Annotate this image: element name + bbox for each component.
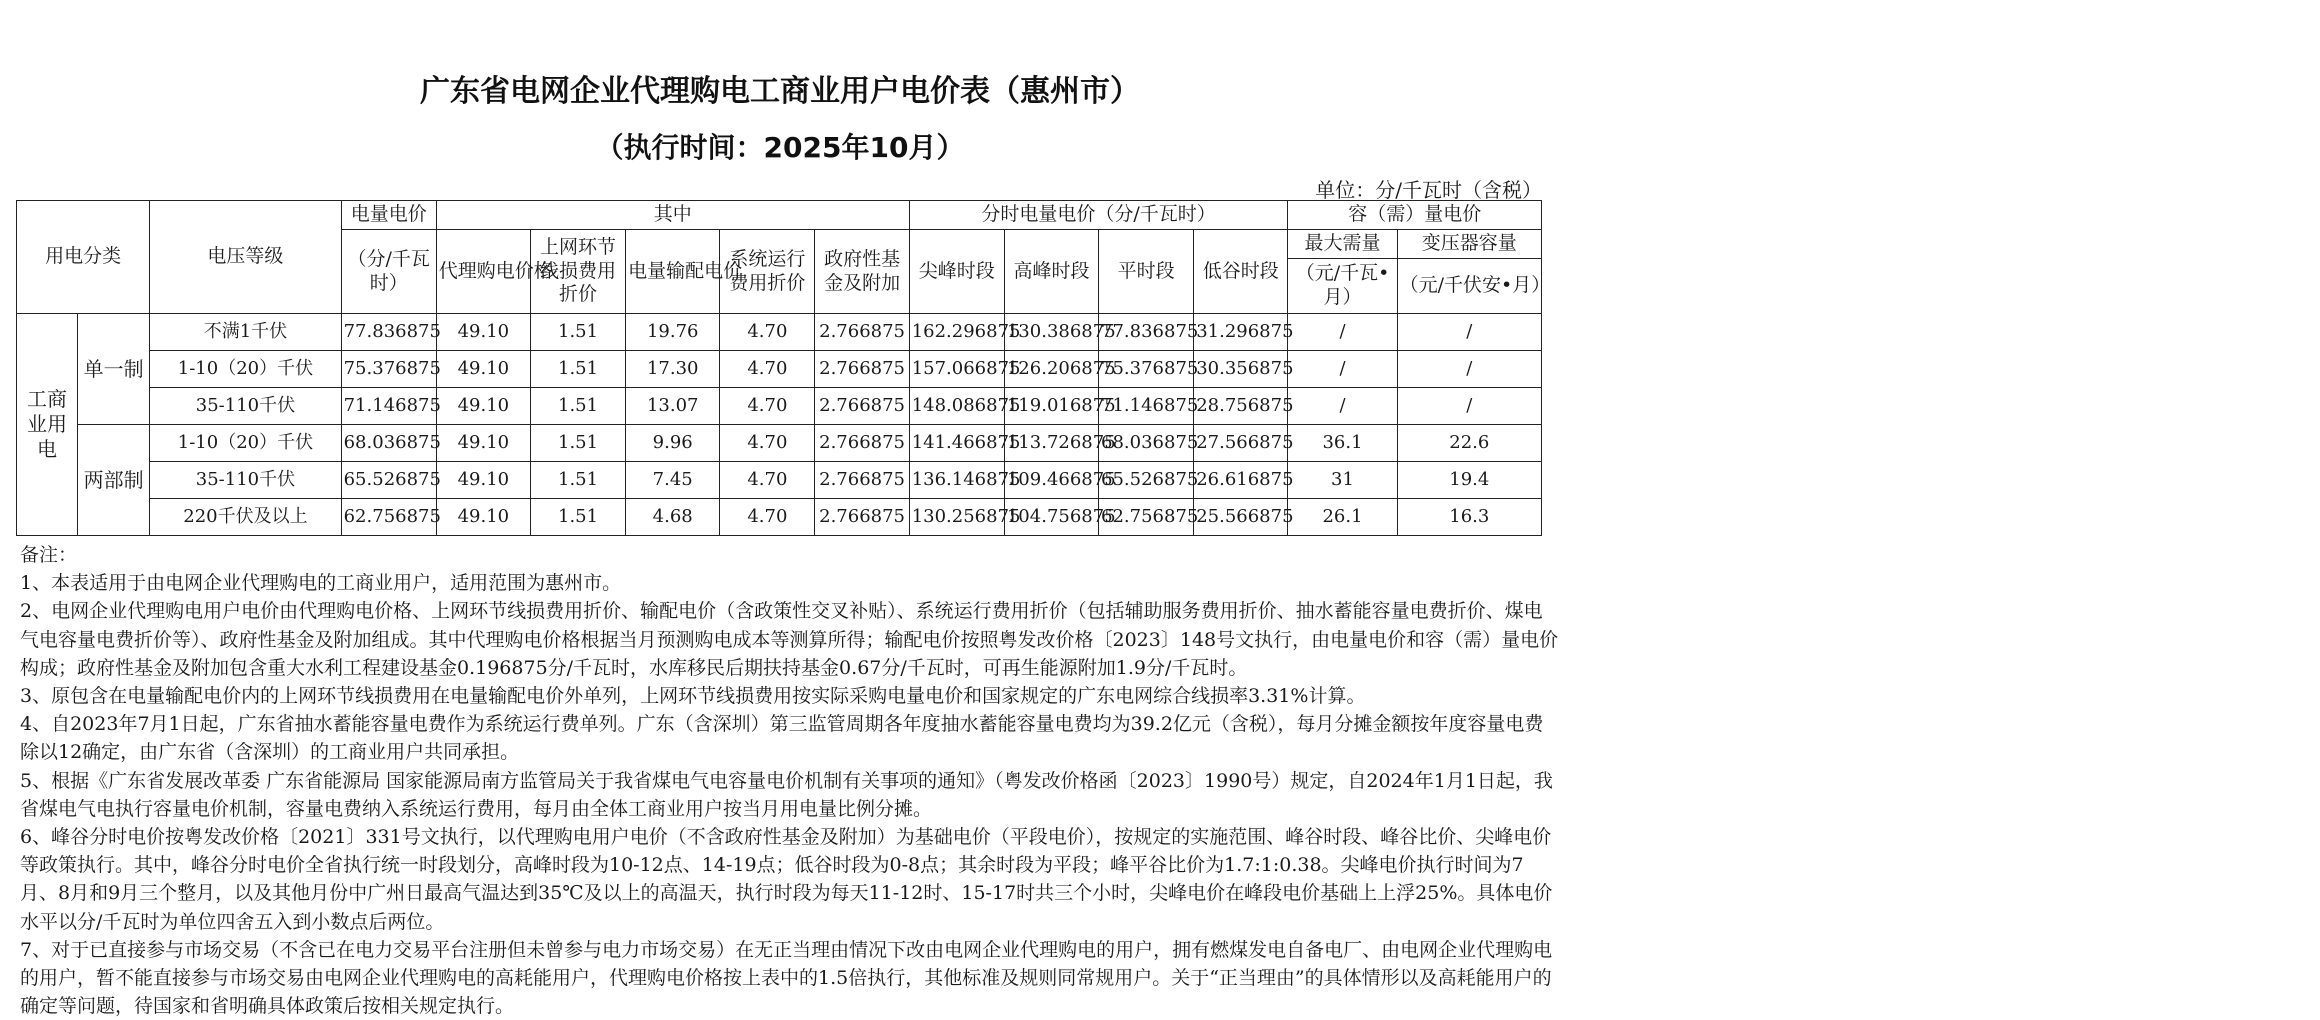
cell-valley: 25.566875: [1194, 499, 1288, 536]
header-max-demand-unit: （元/千瓦•月）: [1288, 259, 1397, 314]
cell-system: 4.70: [720, 351, 815, 388]
cell-voltage: 1-10（20）千伏: [150, 425, 341, 462]
unit-note: 单位：分/千瓦时（含税）: [1315, 178, 1542, 202]
cell-transmission: 4.68: [626, 499, 720, 536]
cell-sharp: 136.146875: [909, 462, 1004, 499]
cell-demand: /: [1288, 351, 1397, 388]
cell-energy: 75.376875: [341, 351, 436, 388]
cell-loss: 1.51: [530, 388, 625, 425]
cell-transformer: /: [1397, 388, 1541, 425]
note-item: 3、原包含在电量输配电价内的上网环节线损费用在电量输配电价外单列，上网环节线损费用按实际采购电量电价和国家规定的广东电网综合线损率3.31%计算。: [20, 685, 1366, 708]
cell-loss: 1.51: [530, 462, 625, 499]
cell-energy: 62.756875: [341, 499, 436, 536]
cell-peak: 126.206875: [1004, 351, 1098, 388]
cell-loss: 1.51: [530, 314, 625, 351]
group-single: 单一制: [78, 314, 150, 425]
table-row: [17, 351, 1542, 388]
cell-peak: 119.016875: [1004, 388, 1098, 425]
note-item: 6、峰谷分时电价按粤发改价格〔2021〕331号文执行，以代理购电用户电价（不含政府性基金及附加）为基础电价（平段电价），按规定的实施范围、峰谷时段、峰谷比价、尖峰电价等政策执行。其中，峰谷分时电价全省执行统一时段划分，高峰时段为10-12点、14-19点；低谷时段为0-8点；其余时段为平段；峰平谷比价为1.7:1:0.38。尖峰电价执行时间为7月、8月和9月三个整月，以及其他月份中广州日最高气温达到35℃及以上的高温天，执行时段为每天11-12时、15-17时共三个小时，尖峰电价在峰段电价基础上上浮25%。具体电价水平以分/千瓦时为单位四舍五入到小数点后两位。: [20, 826, 1553, 933]
cell-energy: 68.036875: [341, 425, 436, 462]
cell-agency: 49.10: [436, 462, 530, 499]
cell-demand: 31: [1288, 462, 1397, 499]
cell-transformer: 16.3: [1397, 499, 1541, 536]
header-of-which: 其中: [436, 201, 909, 230]
header-transmission: 电量输配电价: [626, 230, 720, 314]
header-sharp-peak: 尖峰时段: [909, 230, 1004, 314]
header-system-cost: 系统运行费用折价: [720, 230, 815, 314]
cell-valley: 30.356875: [1194, 351, 1288, 388]
table-row: [17, 314, 1542, 351]
header-capacity: 容（需）量电价: [1288, 201, 1542, 230]
cell-system: 4.70: [720, 499, 815, 536]
cell-sharp: 148.086875: [909, 388, 1004, 425]
cell-sharp: 141.466875: [909, 425, 1004, 462]
cell-system: 4.70: [720, 462, 815, 499]
cell-demand: 36.1: [1288, 425, 1397, 462]
cell-valley: 26.616875: [1194, 462, 1288, 499]
note-item: 5、根据《广东省发展改革委 广东省能源局 国家能源局南方监管局关于我省煤电气电容量电价机制有关事项的通知》（粤发改价格函〔2023〕1990号）规定，自2024年1月1日起，我省煤电气电执行容量电价机制，容量电费纳入系统运行费用，每月由全体工商业用户按当月用电量比例分摊。: [20, 769, 1553, 820]
cell-fund: 2.766875: [815, 388, 909, 425]
cell-transformer: /: [1397, 314, 1541, 351]
header-valley: 低谷时段: [1194, 230, 1288, 314]
header-peak: 高峰时段: [1004, 230, 1098, 314]
cell-demand: 26.1: [1288, 499, 1397, 536]
notes-heading: 备注：: [20, 544, 78, 566]
header-flat: 平时段: [1099, 230, 1194, 314]
cell-flat: 62.756875: [1099, 499, 1194, 536]
cell-transmission: 17.30: [626, 351, 720, 388]
cell-flat: 65.526875: [1099, 462, 1194, 499]
cell-agency: 49.10: [436, 425, 530, 462]
cell-transmission: 13.07: [626, 388, 720, 425]
note-item: 7、对于已直接参与市场交易（不含已在电力交易平台注册但未曾参与电力市场交易）在无正当理由情况下改由电网企业代理购电的用户，拥有燃煤发电自备电厂、由电网企业代理购电的用户，暂不能直接参与市场交易由电网企业代理购电的高耗能用户，代理购电价格按上表中的1.5倍执行，其他标准及规则同常规用户。关于“正当理由”的具体情形以及高耗能用户的确定等问题，待国家和省明确具体政策后按相关规定执行。: [20, 938, 1553, 1018]
cell-agency: 49.10: [436, 388, 530, 425]
cell-valley: 28.756875: [1194, 388, 1288, 425]
page-subtitle: （执行时间：2025年10月）: [595, 131, 965, 164]
cell-transmission: 19.76: [626, 314, 720, 351]
header-max-demand: 最大需量: [1288, 230, 1397, 259]
table-row: [17, 462, 1542, 499]
note-item: 4、自2023年7月1日起，广东省抽水蓄能容量电费作为系统运行费单列。广东（含深圳）第三监管周期各年度抽水蓄能容量电费均为39.2亿元（含税），每月分摊金额按年度容量电费除以12确定，由广东省（含深圳）的工商业用户共同承担。: [20, 713, 1544, 764]
header-transformer: 变压器容量: [1397, 230, 1541, 259]
cell-transformer: /: [1397, 351, 1541, 388]
cell-loss: 1.51: [530, 499, 625, 536]
header-category: 用电分类: [17, 201, 150, 314]
header-agency-price: 代理购电价格: [436, 230, 530, 314]
header-row-1: [17, 201, 1542, 230]
page-title: 广东省电网企业代理购电工商业用户电价表（惠州市）: [420, 74, 1140, 109]
cell-energy: 65.526875: [341, 462, 436, 499]
cell-transformer: 19.4: [1397, 462, 1541, 499]
note-item: 2、电网企业代理购电用户电价由代理购电价格、上网环节线损费用折价、输配电价（含政策性交叉补贴）、系统运行费用折价（包括辅助服务费用折价、抽水蓄能容量电费折价、煤电气电容量电费折价等）、政府性基金及附加组成。其中代理购电价格根据当月预测购电成本等测算所得；输配电价按照粤发改价格〔2023〕148号文执行，由电量电价和容（需）量电价构成；政府性基金及附加包含重大水利工程建设基金0.196875分/千瓦时，水库移民后期扶持基金0.67分/千瓦时，可再生能源附加1.9分/千瓦时。: [20, 600, 1559, 679]
cell-energy: 71.146875: [341, 388, 436, 425]
cell-voltage: 1-10（20）千伏: [150, 351, 341, 388]
cell-flat: 68.036875: [1099, 425, 1194, 462]
table-row: [17, 425, 1542, 462]
cell-flat: 75.376875: [1099, 351, 1194, 388]
cell-transformer: 22.6: [1397, 425, 1541, 462]
cell-system: 4.70: [720, 425, 815, 462]
cell-valley: 31.296875: [1194, 314, 1288, 351]
cell-voltage: 220千伏及以上: [150, 499, 341, 536]
cell-energy: 77.836875: [341, 314, 436, 351]
cell-sharp: 162.296875: [909, 314, 1004, 351]
table-row: [17, 388, 1542, 425]
cell-agency: 49.10: [436, 351, 530, 388]
header-line-loss: 上网环节线损费用折价: [530, 230, 625, 314]
cell-voltage: 35-110千伏: [150, 462, 341, 499]
cell-sharp: 130.256875: [909, 499, 1004, 536]
cell-fund: 2.766875: [815, 499, 909, 536]
cell-fund: 2.766875: [815, 425, 909, 462]
cell-voltage: 不满1千伏: [150, 314, 341, 351]
cell-transmission: 9.96: [626, 425, 720, 462]
cell-system: 4.70: [720, 314, 815, 351]
cell-transmission: 7.45: [626, 462, 720, 499]
cell-peak: 104.756875: [1004, 499, 1098, 536]
header-tou: 分时电量电价（分/千瓦时）: [909, 201, 1288, 230]
cell-flat: 77.836875: [1099, 314, 1194, 351]
cell-system: 4.70: [720, 388, 815, 425]
cell-peak: 130.386875: [1004, 314, 1098, 351]
cell-flat: 71.146875: [1099, 388, 1194, 425]
cell-agency: 49.10: [436, 499, 530, 536]
cell-fund: 2.766875: [815, 462, 909, 499]
cell-peak: 109.466875: [1004, 462, 1098, 499]
header-gov-fund: 政府性基金及附加: [815, 230, 909, 314]
notes-section: [20, 541, 1560, 1020]
cell-valley: 27.566875: [1194, 425, 1288, 462]
cell-peak: 113.726875: [1004, 425, 1098, 462]
table-row: [17, 499, 1542, 536]
cell-agency: 49.10: [436, 314, 530, 351]
cell-demand: /: [1288, 314, 1397, 351]
cell-loss: 1.51: [530, 351, 625, 388]
category-cell: 工商业用电: [17, 314, 78, 536]
cell-voltage: 35-110千伏: [150, 388, 341, 425]
note-item: 1、本表适用于由电网企业代理购电的工商业用户，适用范围为惠州市。: [20, 572, 622, 595]
header-voltage: 电压等级: [150, 201, 341, 314]
header-energy-price-unit: （分/千瓦时）: [341, 230, 436, 314]
price-table: [16, 200, 1551, 536]
cell-loss: 1.51: [530, 425, 625, 462]
cell-fund: 2.766875: [815, 351, 909, 388]
cell-sharp: 157.066875: [909, 351, 1004, 388]
header-transformer-unit: （元/千伏安•月）: [1397, 259, 1541, 314]
cell-demand: /: [1288, 388, 1397, 425]
cell-fund: 2.766875: [815, 314, 909, 351]
group-two-part: 两部制: [78, 425, 150, 536]
header-energy-price: 电量电价: [341, 201, 436, 230]
